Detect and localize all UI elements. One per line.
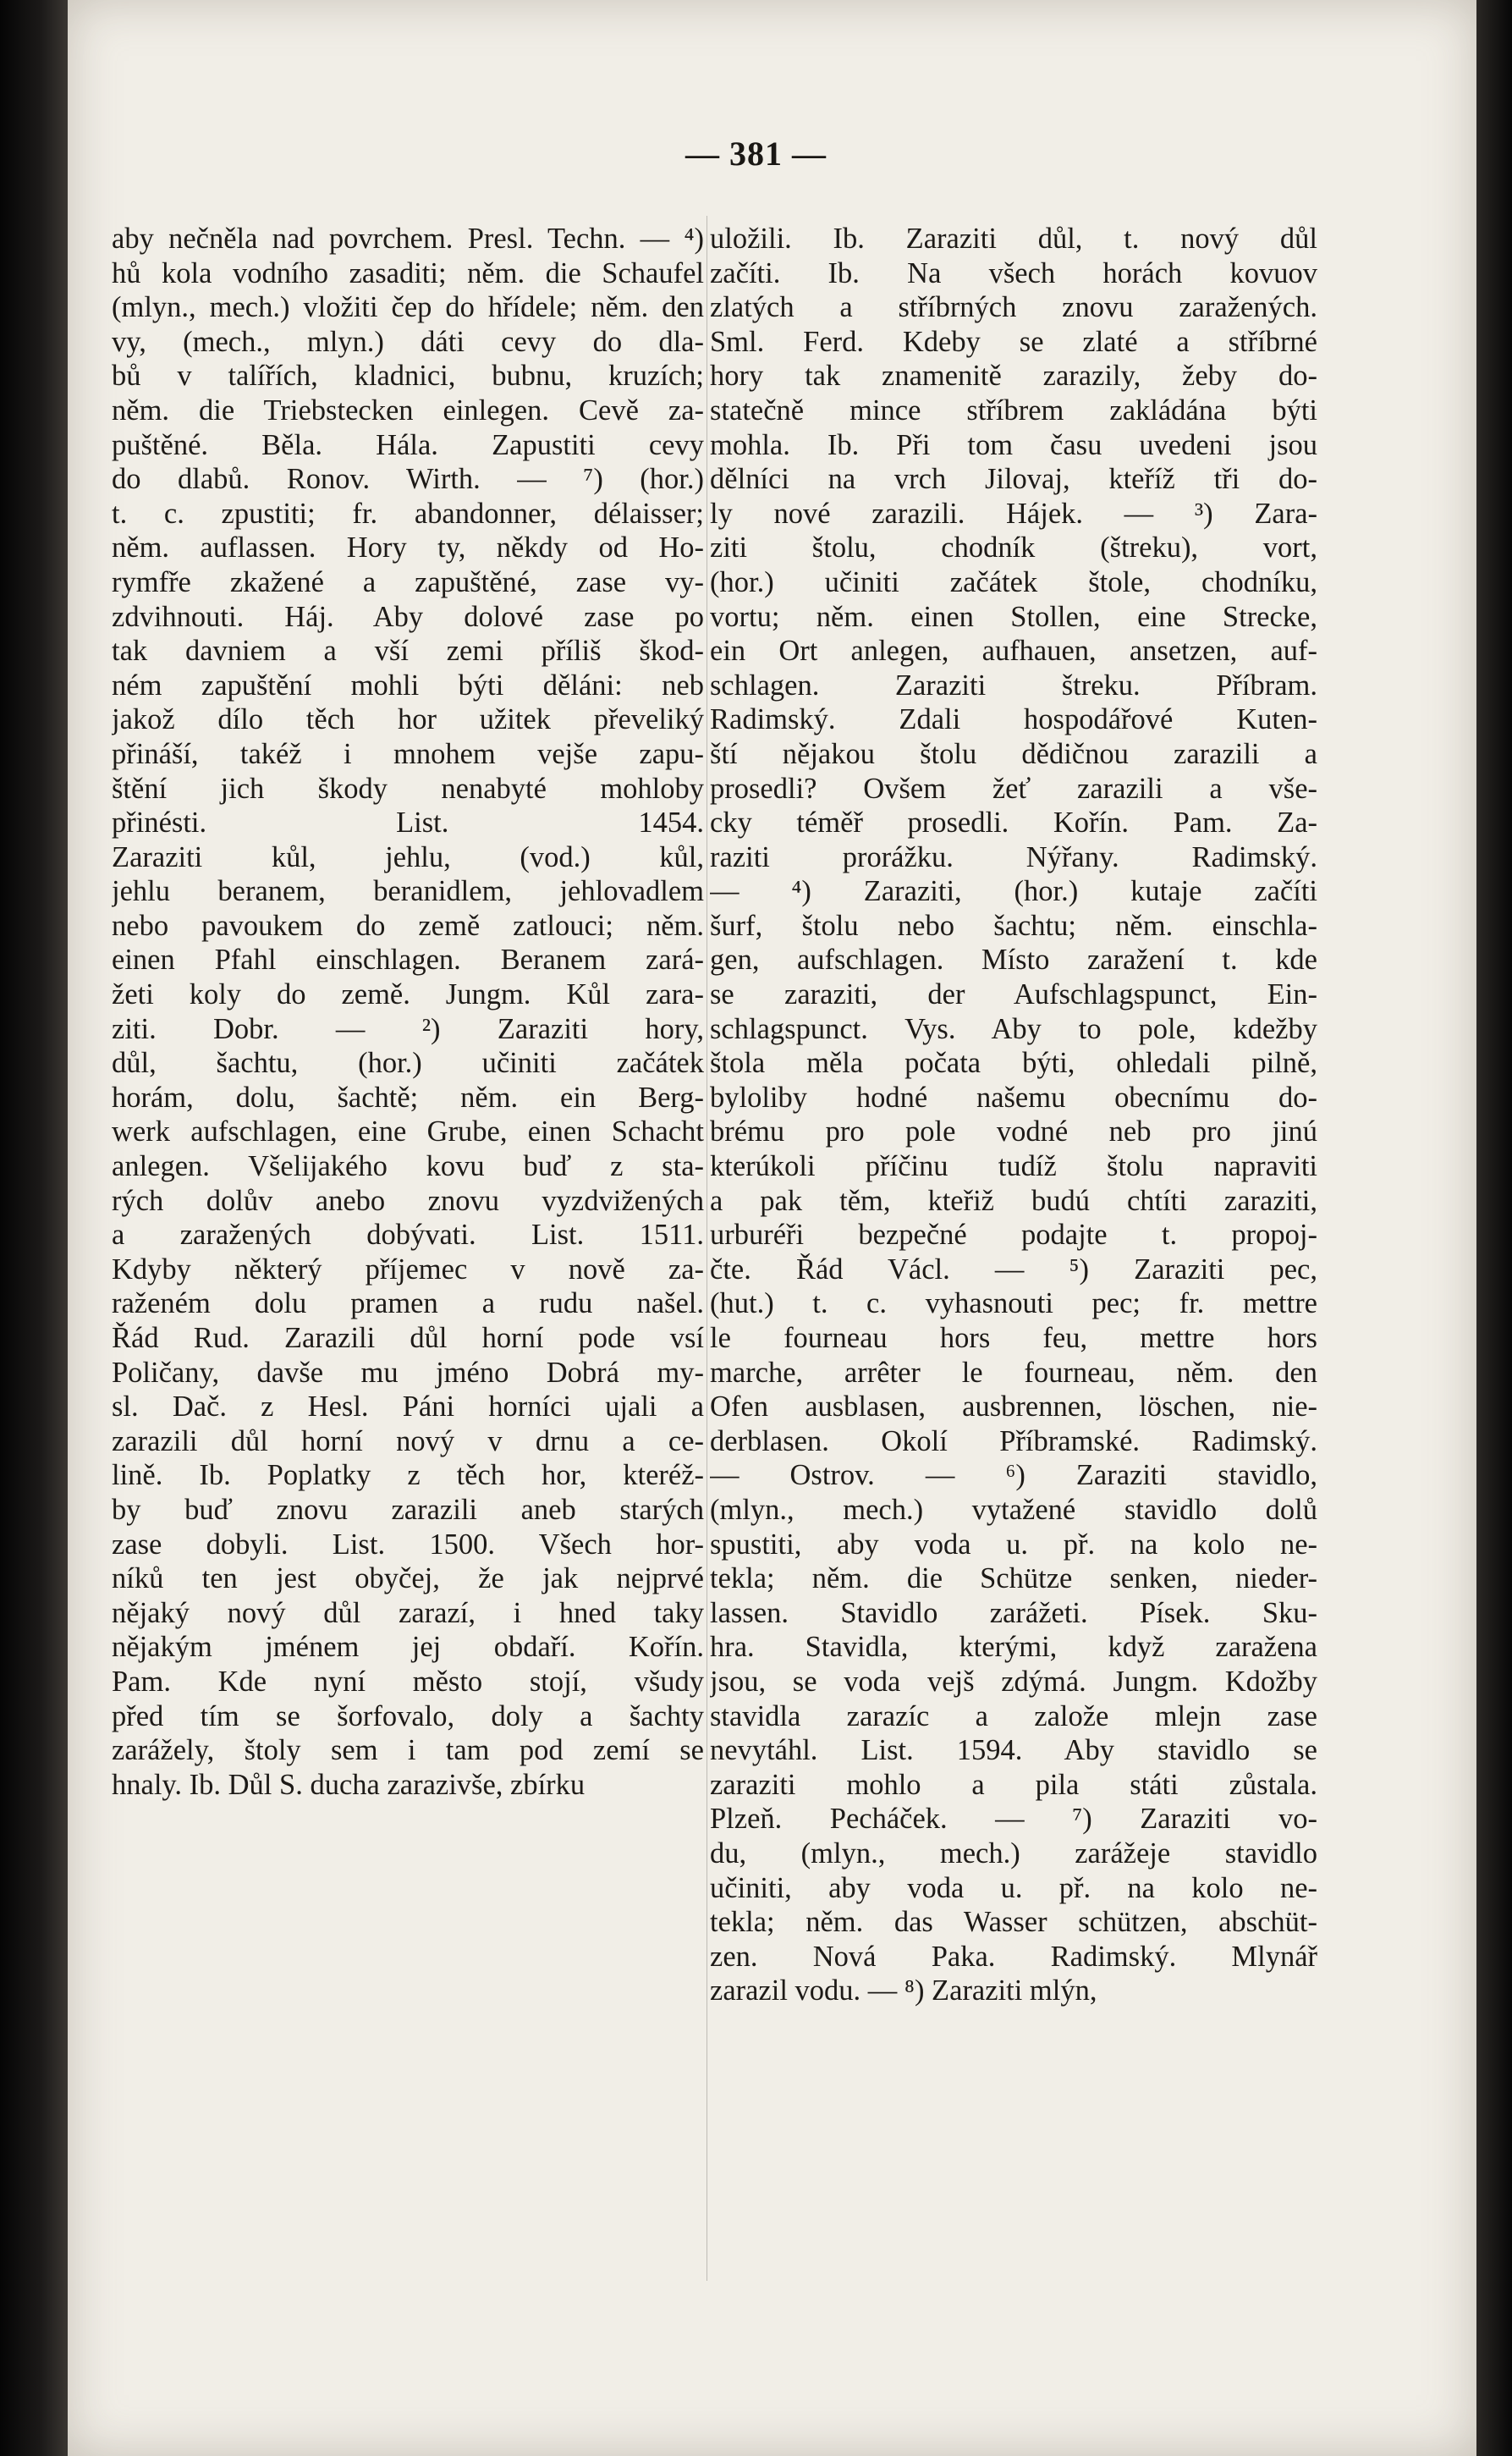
right-column-line: dělníci na vrch Jilovaj, kteříž tři do- bbox=[710, 463, 1317, 496]
right-column-line: statečně mince stříbrem zakládána býti bbox=[710, 394, 1317, 427]
left-column-line: rých dolův anebo znovu vyzdvižených bbox=[112, 1184, 704, 1217]
right-column-line: Radimský. Zdali hospodářové Kuten- bbox=[710, 703, 1317, 736]
left-column-line: něm. auflassen. Hory ty, někdy od Ho- bbox=[112, 531, 704, 564]
left-column-line: tak davniem a vší zemi příliš škod- bbox=[112, 635, 704, 668]
right-column-line: ly nové zarazili. Hájek. — ³) Zara- bbox=[710, 497, 1317, 530]
left-column-line: sl. Dač. z Hesl. Páni horníci ujali a bbox=[112, 1390, 704, 1423]
left-column-line: štění jich škody nenabyté mohloby bbox=[112, 772, 704, 805]
left-column-line: před tím se šorfovalo, doly a šachty bbox=[112, 1699, 704, 1732]
left-column-line: vy, (mech., mlyn.) dáti cevy do dla- bbox=[112, 325, 704, 358]
scan-left-edge bbox=[0, 0, 68, 2456]
left-column-line: a zaražených dobývati. List. 1511. bbox=[112, 1219, 704, 1252]
left-column-line: něm. die Triebstecken einlegen. Cevě za- bbox=[112, 394, 704, 427]
left-column-line: přináší, takéž i mnohem vejše zapu- bbox=[112, 737, 704, 770]
right-column-line: hory tak znamenitě zarazily, žeby do- bbox=[710, 360, 1317, 393]
left-column-line: jehlu beranem, beranidlem, jehlovadlem bbox=[112, 875, 704, 908]
right-column-line: se zaraziti, der Aufschlagspunct, Ein- bbox=[710, 978, 1317, 1011]
left-column-line: zase dobyli. List. 1500. Všech hor- bbox=[112, 1528, 704, 1561]
left-column-line: zarážely, štoly sem i tam pod zemí se bbox=[112, 1734, 704, 1767]
right-column-line: mohla. Ib. Při tom času uvedeni jsou bbox=[710, 428, 1317, 461]
left-column-line: do dlabů. Ronov. Wirth. — ⁷) (hor.) bbox=[112, 463, 704, 496]
right-column-line: zaraziti mohlo a pila státi zůstala. bbox=[710, 1768, 1317, 1801]
right-column-line: spustiti, aby voda u. př. na kolo ne- bbox=[710, 1528, 1317, 1561]
right-column-line: lassen. Stavidlo zarážeti. Písek. Sku- bbox=[710, 1596, 1317, 1629]
left-column-line: by buď znovu zarazili aneb starých bbox=[112, 1493, 704, 1526]
left-column-line: Pam. Kde nyní město stojí, všudy bbox=[112, 1665, 704, 1698]
right-column-line: kterúkoli příčinu tudíž štolu napraviti bbox=[710, 1150, 1317, 1183]
right-column-line: schlagspunct. Vys. Aby to pole, kdežby bbox=[710, 1012, 1317, 1045]
right-column-line: štola měla počata býti, ohledali pilně, bbox=[710, 1047, 1317, 1080]
left-column-line: bů v talířích, kladnici, bubnu, kruzích; bbox=[112, 360, 704, 393]
right-column-line: (hor.) učiniti začátek štole, chodníku, bbox=[710, 565, 1317, 598]
right-column-line: ziti štolu, chodník (štreku), vort, bbox=[710, 531, 1317, 564]
left-column-line: einen Pfahl einschlagen. Beranem zará- bbox=[112, 944, 704, 977]
left-column-line: raženém dolu pramen a rudu našel. bbox=[112, 1287, 704, 1320]
right-column-line: šurf, štolu nebo šachtu; něm. einschla- bbox=[710, 909, 1317, 942]
right-column-line: Ofen ausblasen, ausbrennen, löschen, nie- bbox=[710, 1390, 1317, 1423]
left-column-line: hů kola vodního zasaditi; něm. die Schaufel bbox=[112, 256, 704, 289]
left-column-line: rymfře zkažené a zapuštěné, zase vy- bbox=[112, 565, 704, 598]
right-column-line: raziti prorážku. Nýřany. Radimský. bbox=[710, 840, 1317, 873]
scan-right-edge bbox=[1476, 0, 1512, 2456]
left-column-line: zarazili důl horní nový v drnu a ce- bbox=[112, 1424, 704, 1457]
right-column-line: derblasen. Okolí Příbramské. Radimský. bbox=[710, 1424, 1317, 1457]
right-column-line: gen, aufschlagen. Místo zaražení t. kde bbox=[710, 944, 1317, 977]
right-column-line: stavidla zarazíc a založe mlejn zase bbox=[710, 1699, 1317, 1732]
left-column-line: Zaraziti kůl, jehlu, (vod.) kůl, bbox=[112, 840, 704, 873]
right-column-line: — Ostrov. — ⁶) Zaraziti stavidlo, bbox=[710, 1459, 1317, 1492]
left-column-line: werk aufschlagen, eine Grube, einen Schacht bbox=[112, 1115, 704, 1148]
left-column-line: žeti koly do země. Jungm. Kůl zara- bbox=[112, 978, 704, 1011]
right-column-line: čte. Řád Václ. — ⁵) Zaraziti pec, bbox=[710, 1253, 1317, 1286]
left-column-line: hnaly. Ib. Důl S. ducha zarazivše, zbírku bbox=[112, 1768, 586, 1801]
right-column-line: vortu; něm. einen Stollen, eine Strecke, bbox=[710, 600, 1317, 633]
right-column-line: nevytáhl. List. 1594. Aby stavidlo se bbox=[710, 1734, 1317, 1767]
right-column-line: začíti. Ib. Na všech horách kovuov bbox=[710, 256, 1317, 289]
right-column-line: zen. Nová Paka. Radimský. Mlynář bbox=[710, 1940, 1317, 1973]
page-number: — 381 — bbox=[685, 135, 827, 173]
right-column-line: (hut.) t. c. vyhasnouti pec; fr. mettre bbox=[710, 1287, 1317, 1320]
right-column-line: le fourneau hors feu, mettre hors bbox=[710, 1322, 1317, 1354]
left-column-line: přinésti. List. 1454. bbox=[112, 807, 704, 840]
right-column-line: byloliby hodné našemu obecnímu do- bbox=[710, 1081, 1317, 1114]
left-column-line: anlegen. Všelijakého kovu buď z sta- bbox=[112, 1150, 704, 1183]
right-column-line: — ⁴) Zaraziti, (hor.) kutaje začíti bbox=[710, 875, 1317, 908]
left-column-line: puštěné. Běla. Hála. Zapustiti cevy bbox=[112, 428, 704, 461]
right-column-line: a pak těm, kteřiž budú chtíti zaraziti, bbox=[710, 1184, 1317, 1217]
right-column-line: urburéři bezpečné podajte t. propoj- bbox=[710, 1219, 1317, 1252]
right-column-line: jsou, se voda vejš zdýmá. Jungm. Kdožby bbox=[710, 1665, 1317, 1698]
right-column-line: Plzeň. Pecháček. — ⁷) Zaraziti vo- bbox=[710, 1803, 1317, 1836]
right-column-line: ein Ort anlegen, aufhauen, ansetzen, auf- bbox=[710, 635, 1317, 668]
right-column-line: zlatých a stříbrných znovu zaražených. bbox=[710, 291, 1317, 324]
right-column bbox=[710, 222, 1317, 2008]
right-column-line: du, (mlyn., mech.) zarážeje stavidlo bbox=[710, 1836, 1317, 1870]
right-column-line: tekla; něm. die Schütze senken, nieder- bbox=[710, 1562, 1317, 1595]
left-column-line: nebo pavoukem do země zatlouci; něm. bbox=[112, 909, 704, 942]
right-column-line: cky téměř prosedli. Kořín. Pam. Za- bbox=[710, 807, 1317, 840]
right-column-line: tekla; něm. das Wasser schützen, abschüt- bbox=[710, 1906, 1317, 1939]
left-column bbox=[112, 222, 704, 1802]
left-column-line: jakož dílo těch hor užitek převeliký bbox=[112, 703, 704, 736]
left-column-line: Řád Rud. Zarazili důl horní pode vsí bbox=[112, 1322, 704, 1354]
left-column-line: níků ten jest obyčej, že jak nejprvé bbox=[112, 1562, 704, 1595]
right-column-line: ští nějakou štolu dědičnou zarazili a bbox=[710, 737, 1317, 770]
right-column-line: marche, arrêter le fourneau, něm. den bbox=[710, 1356, 1317, 1389]
left-column-line: Poličany, davše mu jméno Dobrá my- bbox=[112, 1356, 704, 1389]
left-column-line: zdvihnouti. Háj. Aby dolové zase po bbox=[112, 600, 704, 633]
right-column-line: zarazil vodu. — ⁸) Zaraziti mlýn, bbox=[710, 1974, 1097, 2007]
left-column-line: (mlyn., mech.) vložiti čep do hřídele; něm. den bbox=[112, 291, 704, 324]
left-column-line: aby nečněla nad povrchem. Presl. Techn. — ⁴) bbox=[112, 223, 704, 255]
right-column-line: (mlyn., mech.) vytažené stavidlo dolů bbox=[710, 1493, 1317, 1526]
right-column-line: brému pro pole vodné neb pro jinú bbox=[710, 1115, 1317, 1148]
left-column-line: t. c. zpustiti; fr. abandonner, délaisser; bbox=[112, 497, 704, 530]
right-column-line: učiniti, aby voda u. př. na kolo ne- bbox=[710, 1871, 1317, 1904]
left-column-line: nějakým jménem jej obdaří. Kořín. bbox=[112, 1631, 704, 1664]
left-column-line: ziti. Dobr. — ²) Zaraziti hory, bbox=[112, 1012, 704, 1045]
left-column-line: důl, šachtu, (hor.) učiniti začátek bbox=[112, 1047, 704, 1080]
right-column-line: uložili. Ib. Zaraziti důl, t. nový důl bbox=[710, 223, 1317, 255]
left-column-line: horám, dolu, šachtě; něm. ein Berg- bbox=[112, 1081, 704, 1114]
right-column-line: Sml. Ferd. Kdeby se zlaté a stříbrné bbox=[710, 325, 1317, 358]
right-column-line: prosedli? Ovšem žeť zarazili a vše- bbox=[710, 772, 1317, 805]
left-column-line: ném zapuštění mohli býti děláni: neb bbox=[112, 669, 704, 702]
left-column-line: lině. Ib. Poplatky z těch hor, kteréž- bbox=[112, 1459, 704, 1492]
left-column-line: Kdyby některý příjemec v nově za- bbox=[112, 1253, 704, 1286]
right-column-line: hra. Stavidla, kterými, když zaražena bbox=[710, 1631, 1317, 1664]
left-column-line: nějaký nový důl zarazí, i hned taky bbox=[112, 1596, 704, 1629]
right-column-line: schlagen. Zaraziti štreku. Příbram. bbox=[710, 669, 1317, 702]
